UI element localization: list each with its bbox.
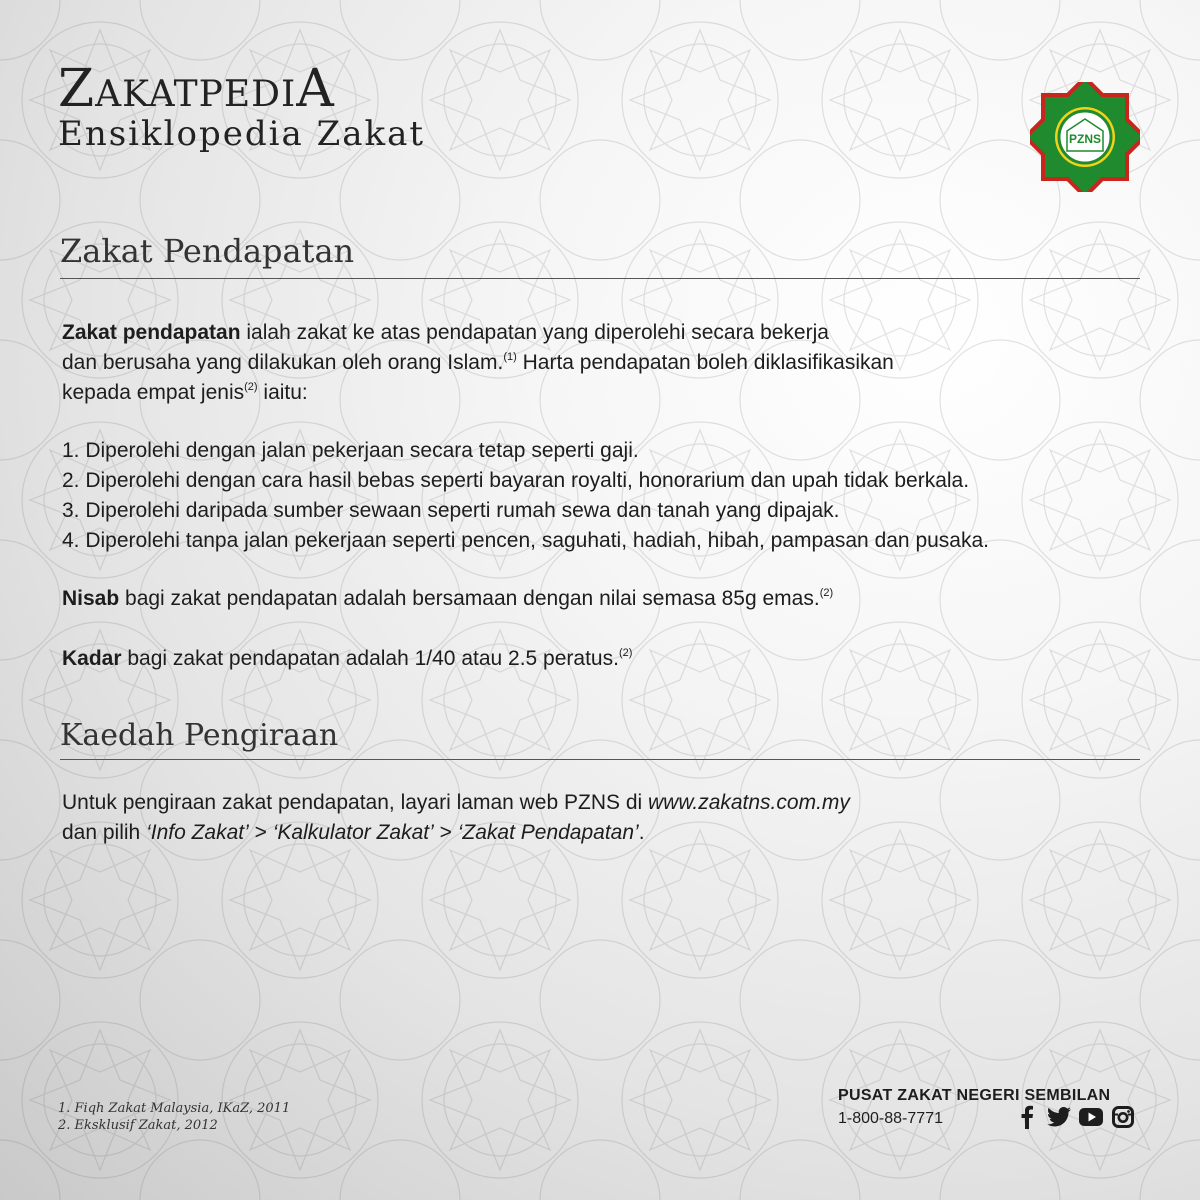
list-item: 1. Diperolehi dengan jalan pekerjaan secara tetap seperti gaji. bbox=[62, 439, 639, 462]
kadar-ref: (2) bbox=[618, 647, 633, 659]
list-item: 2. Diperolehi dengan cara hasil bebas seperti bayaran royalti, honorarium dan upah tidak berkala. bbox=[62, 469, 970, 492]
pzns-logo bbox=[1030, 82, 1140, 192]
list-item: 3. Diperolehi daripada sumber sewaan seperti rumah sewa dan tanah yang dipajak. bbox=[62, 499, 840, 522]
nisab-text: bagi zakat pendapatan adalah bersamaan dengan nilai semasa 85g emas. bbox=[119, 587, 820, 610]
path-separator: > bbox=[433, 821, 458, 844]
intro-ref1: (1) bbox=[503, 351, 517, 363]
nisab-term: Nisab bbox=[62, 587, 120, 610]
path-separator: > bbox=[248, 821, 273, 844]
calc-line2: dan pilih bbox=[62, 821, 147, 844]
website-link[interactable]: www.zakatns.com.my bbox=[648, 791, 850, 814]
menu-path-zakat-pendapatan: ‘Zakat Pendapatan’ bbox=[457, 821, 639, 844]
calc-line1: Untuk pengiraan zakat pendapatan, layari laman web PZNS di bbox=[62, 791, 649, 814]
organization-name: PUSAT ZAKAT NEGERI SEMBILAN bbox=[838, 1087, 1111, 1104]
section-heading-zakat-pendapatan: Zakat Pendapatan bbox=[60, 232, 1140, 279]
instagram-icon[interactable] bbox=[1110, 1104, 1136, 1130]
intro-term: Zakat pendapatan bbox=[62, 321, 241, 344]
brand-subtitle: Ensiklopedia Zakat bbox=[58, 114, 426, 154]
menu-path-kalkulator-zakat: ‘Kalkulator Zakat’ bbox=[272, 821, 434, 844]
brand-title: ZakatpediA bbox=[58, 59, 335, 119]
menu-path-info-zakat: ‘Info Zakat’ bbox=[146, 821, 249, 844]
intro-line2: dan berusaha yang dilakukan oleh orang Islam. bbox=[62, 351, 504, 374]
intro-line1: ialah zakat ke atas pendapatan yang diperolehi secara bekerja bbox=[240, 321, 829, 344]
calculation-paragraph bbox=[62, 788, 1152, 848]
intro-ref2: (2) bbox=[244, 381, 258, 393]
reference-item: 2. Eksklusif Zakat, 2012 bbox=[58, 1118, 218, 1133]
references bbox=[58, 1100, 290, 1134]
nisab-ref: (2) bbox=[819, 587, 834, 599]
income-types-list bbox=[62, 436, 1152, 556]
logo-text: PZNS bbox=[1068, 132, 1102, 146]
phone-number: 1-800-88-7771 bbox=[838, 1110, 943, 1127]
kadar-paragraph bbox=[62, 644, 1152, 674]
calc-line2-end: . bbox=[638, 821, 645, 844]
facebook-icon[interactable] bbox=[1014, 1104, 1040, 1130]
list-item: 4. Diperolehi tanpa jalan pekerjaan seperti pencen, saguhati, hadiah, hibah, pampasan dan pusaka. bbox=[62, 529, 989, 552]
kadar-text: bagi zakat pendapatan adalah 1/40 atau 2.5 peratus. bbox=[121, 647, 619, 670]
kadar-term: Kadar bbox=[62, 647, 122, 670]
section-heading-kaedah-pengiraan: Kaedah Pengiraan bbox=[60, 718, 1140, 760]
reference-item: 1. Fiqh Zakat Malaysia, IKaZ, 2011 bbox=[58, 1101, 291, 1116]
intro-paragraph bbox=[62, 318, 1152, 408]
intro-line2-rest: Harta pendapatan boleh diklasifikasikan bbox=[516, 351, 894, 374]
youtube-icon[interactable] bbox=[1078, 1104, 1104, 1130]
twitter-icon[interactable] bbox=[1046, 1104, 1072, 1130]
intro-line3: kepada empat jenis bbox=[62, 381, 245, 404]
brand-header bbox=[58, 59, 426, 154]
social-links bbox=[1014, 1104, 1136, 1130]
intro-line3-rest: iaitu: bbox=[257, 381, 308, 404]
nisab-paragraph bbox=[62, 584, 1152, 614]
